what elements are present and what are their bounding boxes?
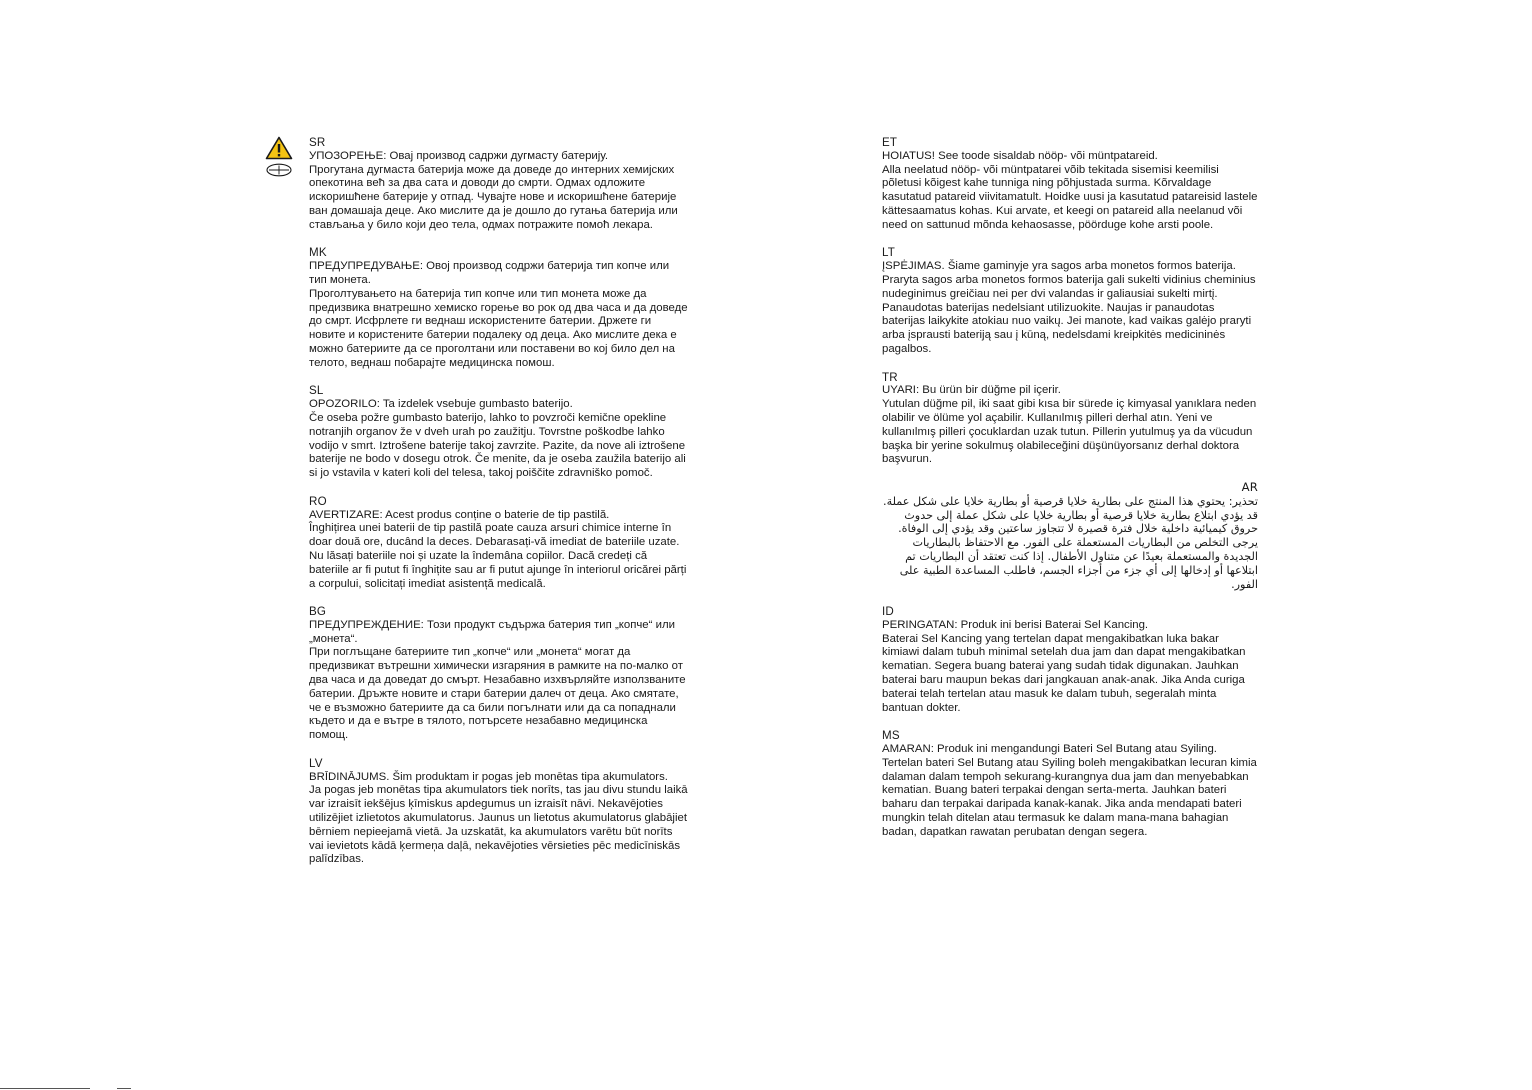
warning-body: Înghițirea unei baterii de tip pastilă poate cauza arsuri chimice interne în doar două ore, ducând la deces. Debarasați-vă imediat de bateriile uzate. Nu lăsați bateriile noi și uzate la îndemâna copiilor. Dacă credeți că bateriile ar fi putut fi înghițite sau ar fi putut ajunge în interiorul oricărei părți a corpului, solicitați imediat asistență medicală. <box>309 522 687 590</box>
warning-section-mk <box>309 246 689 370</box>
warning-body: Če oseba požre gumbasto baterijo, lahko to povzroči kemične opekline notranjih organov že v dveh urah po zaužitju. Tovrstne poškodbe lahko vodijo v smrt. Iztrošene baterije takoj zavrzite. Pazite, da nove ali iztrošene baterije ne bodo v dosegu otrok. Če menite, da je oseba zaužila baterijo ali si jo vstavila v kateri koli del telesa, takoj poiščite zdravniško pomoč. <box>309 411 686 480</box>
left-column <box>309 136 689 881</box>
language-code: LV <box>309 756 323 770</box>
language-code: MS <box>882 729 900 743</box>
warning-body: Проголтувањето на батерија тип копче или тип монета може да предизвика внатрешно хемиско горење во рок од два часа и да доведе до смрт. Исфрлете ги веднаш искористените батерии. Држете ги новите и користените батерии подалеку од деца. Ако мислите дека е можно батериите да се проголтани или поставени во кој било дел на телото, веднаш побарајте медицинска помош. <box>309 287 688 369</box>
language-code: SR <box>309 136 326 149</box>
warning-heading: УПОЗОРЕЊЕ: Овај производ садржи дугмасту батерију. <box>309 149 609 162</box>
warning-heading: UYARI: Bu ürün bir düğme pil içerir. <box>882 384 1061 397</box>
warning-triangle-icon <box>265 136 293 160</box>
language-code: ID <box>882 605 894 619</box>
warning-section-sr <box>309 136 689 233</box>
warning-section-id <box>882 605 1258 715</box>
warning-body: Alla neelatud nööp- või müntpatarei võib tekitada sisemisi keemilisi põletusi kõigest kahe tunniga ning põhjustada surma. Kõrvaldage kasutatud patareid viivitamatult. Hoidke uusi ja kasutatud patareisid lastele kättesaamatus kohas. Kui arvate, et keegi on patareid alla neelanud või need on sattunud mõnda kehaosasse, pöörduge kohe arsti poole. <box>882 163 1258 231</box>
warning-body: Tertelan bateri Sel Butang atau Syiling boleh mengakibatkan lecuran kimia dalaman dalam tempoh sekurang-kurangnya dua jam dan menyebabkan kematian. Buang bateri terpakai dengan serta-merta. Jauhkan bateri baharu dan terpakai daripada kanak-kanak. Jika anda mendapati bateri mungkin telah ditelan atau termasuk ke dalam mana-mana bahagian badan, dapatkan rawatan perubatan dengan segera. <box>882 756 1257 838</box>
warning-heading: HOIATUS! See toode sisaldab nööp- või müntpatareid. <box>882 149 1158 162</box>
warning-heading: ĮSPĖJIMAS. Šiame gaminyje yra sagos arba monetos formos baterija. <box>882 260 1236 273</box>
warning-section-bg <box>309 605 689 743</box>
language-code: BG <box>309 605 327 619</box>
warning-heading: ПРЕДУПРЕДУВАЊЕ: Овој производ содржи батерија тип копче или тип монета. <box>309 260 670 286</box>
warning-section-tr <box>882 371 1258 468</box>
warning-body: قد يؤدي ابتلاع بطارية خلايا قرصية أو بطارية خلايا على شكل عملة إلى حدوث حروق كيميائية داخلية خلال فترة قصيرة لا تتجاوز ساعتين وقد يؤدي إلى الوفاة. يرجى التخلص من البطاريات المستعملة على الفور. مع الاحتفاظ بالبطاريات الجديدة والمستعملة بعيدًا عن متناول الأطفال. إذا كنت تعتقد أن البطاريات تم ابتلاعها أو إدخالها إلى أي جزء من أجزاء الجسم، فاطلب المساعدة الطبية على الفور. <box>898 508 1258 591</box>
right-column <box>882 136 1258 853</box>
warning-body: Прогутана дугмаста батерија може да доведе до интерних хемијских опекотина већ за два сата и доводи до смрти. Одмах одложите искоришћене батерије у отпад. Чувајте нове и искоришћене батерије ван домашаја деце. Ако мислите да је дошло до гутања батерија или стављања у било који део тела, одмах потражите помоћ лекара. <box>309 163 678 231</box>
footer-rule <box>0 1088 90 1089</box>
warning-body: Baterai Sel Kancing yang tertelan dapat mengakibatkan luka bakar kimiawi dalam tubuh minimal setelah dua jam dan dapat mengakibatkan kematian. Segera buang baterai yang sudah tidak digunakan. Jauhkan baterai baru maupun bekas dari jangkauan anak-anak. Jika Anda curiga baterai telah tertelan atau masuk ke dalam tubuh, segeralah minta bantuan dokter. <box>882 632 1246 714</box>
warning-heading: AMARAN: Produk ini mengandungi Bateri Sel Butang atau Syiling. <box>882 743 1217 756</box>
language-code: AR <box>1241 479 1258 494</box>
language-code: LT <box>882 246 896 260</box>
warning-body: Yutulan düğme pil, iki saat gibi kısa bir sürede iç kimyasal yanıklara neden olabilir ve ölüme yol açabilir. Kullanılmış pilleri derhal atın. Yeni ve kullanılmış pilleri çocuklardan uzak tutun. Pillerin yutulmuş ya da vücudun başka bir yerine sokulmuş olabileceğini düşünüyorsanız derhal doktora başvurun. <box>882 398 1257 466</box>
warning-body: Ja pogas jeb monētas tipa akumulators tiek norīts, tas jau divu stundu laikā var izraisīt iekšējus ķīmiskus apdegumus un izraisīt nāvi. Nekavējoties utilizējiet izlietotos akumulatorus. Jaunus un lietotus akumulatorus glabājiet bērniem nepieejamā vietā. Ja uzskatāt, ka akumulators varētu būt norīts vai ievietots kādā ķermeņa daļā, nekavējoties vērsieties pēc medicīniskās palīdzības. <box>309 784 688 866</box>
warning-section-et <box>882 136 1258 233</box>
language-code: TR <box>882 370 898 384</box>
footer-mark <box>117 1088 131 1089</box>
warning-section-ro <box>309 495 689 592</box>
warning-heading: تحذير: يحتوي هذا المنتج على بطارية خلايا قرصية أو بطارية خلايا على شكل عملة. <box>883 494 1258 508</box>
warning-body: Praryta sagos arba monetos formos baterija gali sukelti vidinius cheminius nudeginimus greičiau nei per dvi valandas ir galiausiai sukelti mirtį. Panaudotas baterijas nedelsiant utilizuokite. Naujas ir panaudotas baterijas laikykite atokiau nuo vaikų. Jei manote, kad vaikas galėjo praryti arba įsprausti bateriją sau į kūną, nedelsdami kreipkitės medicininės pagalbos. <box>882 273 1256 355</box>
warning-heading: AVERTIZARE: Acest produs conține o baterie de tip pastilă. <box>309 508 610 521</box>
warning-section-ar <box>882 481 1258 591</box>
language-code: RO <box>309 494 327 508</box>
warning-section-sl <box>309 384 689 481</box>
language-code: SL <box>309 384 324 398</box>
icon-group <box>265 136 295 177</box>
warning-section-ms <box>882 729 1258 839</box>
warning-heading: OPOZORILO: Ta izdelek vsebuje gumbasto baterijo. <box>309 398 573 411</box>
warning-body: При поглъщане батериите тип „копче“ или „монета“ могат да предизвикат вътрешни химически изгаряния в рамките на по-малко от два часа и да доведат до смърт. Незабавно изхвърляйте използваните батерии. Дръжте новите и стари батерии далеч от деца. Ако смятате, че е възможно батериите да са били погълнати или да са попаднали където и да е вътре в тялото, потърсете незабавно медицинска помощ. <box>309 646 686 742</box>
coin-battery-icon <box>265 163 293 177</box>
language-code: ET <box>882 136 898 149</box>
warning-heading: BRĪDINĀJUMS. Šim produktam ir pogas jeb monētas tipa akumulators. <box>309 770 668 783</box>
language-code: MK <box>309 246 327 260</box>
warning-heading: ПРЕДУПРЕЖДЕНИЕ: Този продукт съдържа батерия тип „копче“ или „монета“. <box>309 618 675 645</box>
warning-heading: PERINGATAN: Produk ini berisi Baterai Sel Kancing. <box>882 618 1149 631</box>
warning-section-lt <box>882 246 1258 356</box>
warning-section-lv <box>309 757 689 867</box>
